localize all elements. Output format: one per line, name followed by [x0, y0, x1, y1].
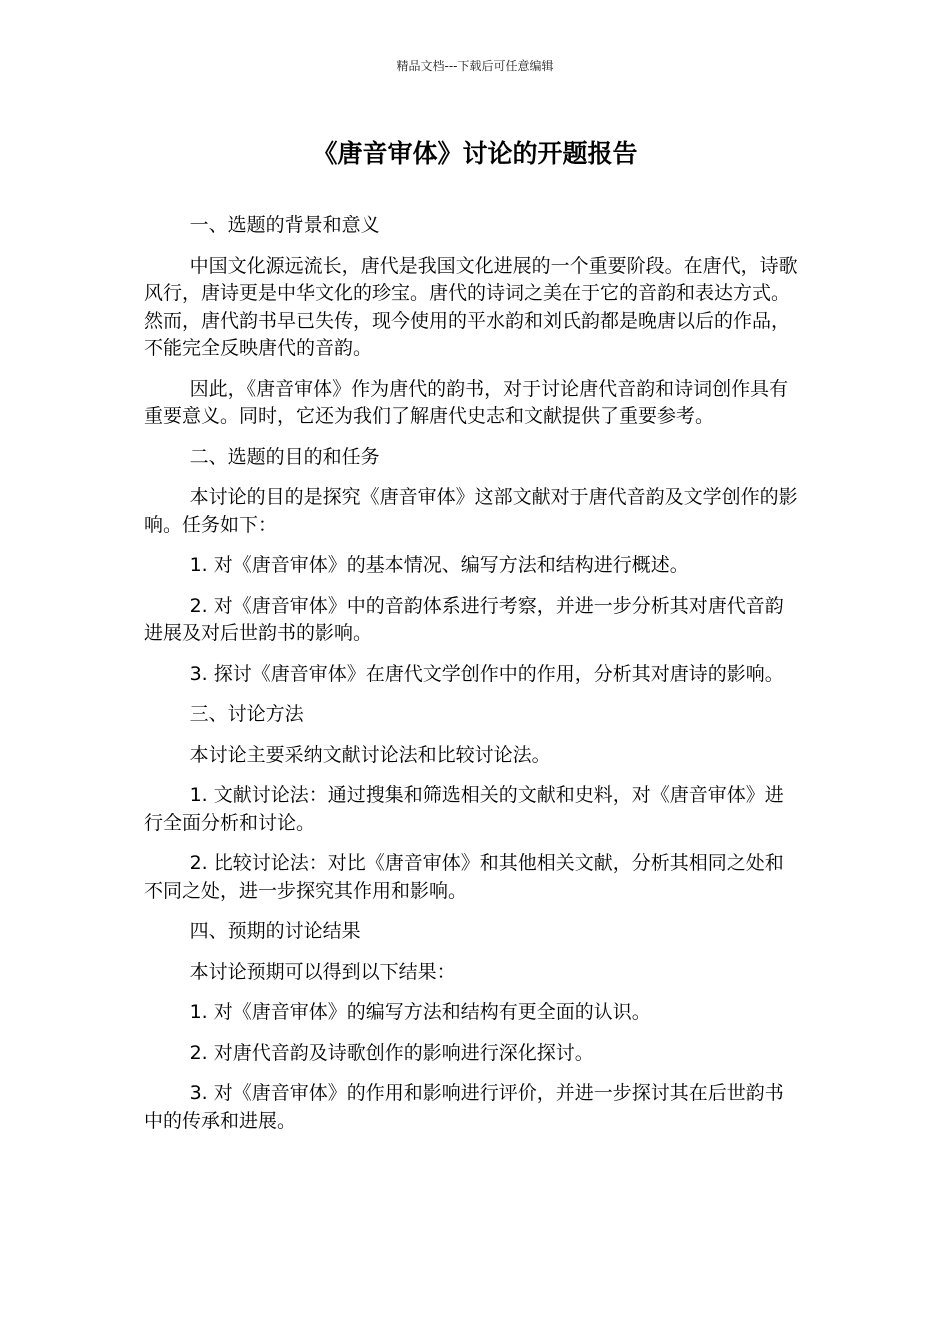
- paragraph-background: 中国文化源远流长，唐代是我国文化进展的一个重要阶段。在唐代，诗歌风行，唐诗更是中华文化的珍宝。唐代的诗词之美在于它的音韵和表达方式。然而，唐代韵书早已失传，现今使用的平水韵和刘氏韵都是晚唐以后的作品，不能完全反映唐代的音韵。: [144, 254, 798, 359]
- list-item-result-3: 3. 对《唐音审体》的作用和影响进行评价，并进一步探讨其在后世韵书中的传承和进展。: [144, 1082, 784, 1132]
- paragraph-goals: 本讨论的目的是探究《唐音审体》这部文献对于唐代音韵及文学创作的影响。任务如下：: [144, 486, 798, 536]
- section-heading-background: 一、选题的背景和意义: [189, 214, 380, 236]
- list-item-task-1: 1. 对《唐音审体》的基本情况、编写方法和结构进行概述。: [189, 554, 689, 576]
- paragraph-significance: 因此，《唐音审体》作为唐代的韵书，对于讨论唐代音韵和诗词创作具有重要意义。同时，它还为我们了解唐代史志和文献提供了重要参考。: [144, 377, 789, 427]
- paragraph-methods: 本讨论主要采纳文献讨论法和比较讨论法。: [189, 743, 551, 766]
- list-item-method-2: 2. 比较讨论法：对比《唐音审体》和其他相关文献，分析其相同之处和不同之处，进一步探究其作用和影响。: [144, 852, 784, 902]
- paragraph-results: 本讨论预期可以得到以下结果：: [189, 960, 456, 983]
- document-body: [144, 212, 802, 1148]
- section-heading-results: 四、预期的讨论结果: [189, 920, 361, 942]
- document-title: 《唐音审体》讨论的开题报告: [312, 139, 638, 168]
- list-item-method-1: 1. 文献讨论法：通过搜集和筛选相关的文献和史料，对《唐音审体》进行全面分析和讨论。: [144, 784, 784, 834]
- list-item-result-2: 2. 对唐代音韵及诗歌创作的影响进行深化探讨。: [189, 1041, 594, 1064]
- section-heading-methods: 三、讨论方法: [189, 703, 304, 725]
- list-item-task-2: 2. 对《唐音审体》中的音韵体系进行考察，并进一步分析其对唐代音韵进展及对后世韵书的影响。: [144, 594, 784, 644]
- section-heading-goals: 二、选题的目的和任务: [189, 445, 380, 468]
- list-item-result-1: 1. 对《唐音审体》的编写方法和结构有更全面的认识。: [189, 1001, 651, 1023]
- header-note: 精品文档---下载后可任意编辑: [396, 59, 554, 73]
- list-item-task-3: 3. 探讨《唐音审体》在唐代文学创作中的作用，分析其对唐诗的影响。: [189, 662, 784, 685]
